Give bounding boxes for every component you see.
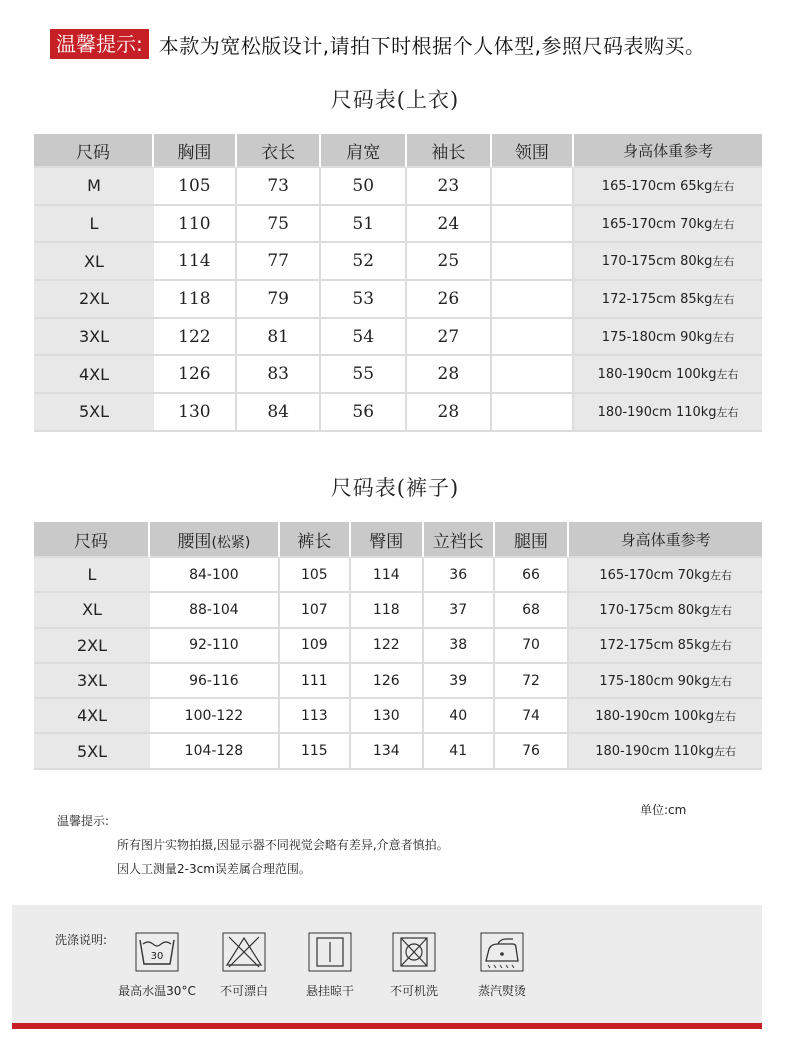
ref-note: 左右 bbox=[712, 255, 735, 269]
unit-label: 单位:cm bbox=[640, 803, 687, 817]
length-cell: 73 bbox=[237, 168, 322, 206]
length-cell: 107 bbox=[280, 593, 351, 628]
shoulder-cell: 50 bbox=[321, 168, 407, 206]
ref-note: 左右 bbox=[709, 603, 732, 617]
ref-height: 180-190cm bbox=[595, 708, 670, 724]
ref-cell bbox=[574, 394, 762, 432]
ref-note: 左右 bbox=[714, 709, 737, 723]
ref-note: 左右 bbox=[709, 674, 732, 688]
ref-height: 172-175cm bbox=[599, 638, 674, 654]
header-length: 衣长 bbox=[237, 134, 322, 168]
shoulder-cell: 53 bbox=[321, 281, 407, 319]
waist-cell: 88-104 bbox=[150, 593, 280, 628]
wash-label: 悬挂晾干 bbox=[305, 984, 354, 998]
ref-height: 165-170cm bbox=[601, 216, 676, 232]
steam-iron-icon bbox=[480, 932, 524, 972]
size-cell: 5XL bbox=[34, 734, 150, 769]
waist-cell: 96-116 bbox=[150, 664, 280, 699]
top-tip bbox=[50, 28, 705, 60]
collar-cell bbox=[492, 168, 575, 206]
size-cell: L bbox=[34, 206, 154, 244]
ref-cell bbox=[569, 558, 762, 593]
header-thigh: 腿围 bbox=[495, 522, 570, 558]
shoulder-cell: 55 bbox=[321, 356, 407, 394]
hip-cell: 134 bbox=[351, 734, 424, 769]
wash-item bbox=[208, 932, 280, 999]
size-cell: 2XL bbox=[34, 629, 150, 664]
ref-cell bbox=[574, 243, 762, 281]
table-row bbox=[34, 243, 762, 281]
waist-cell: 92-110 bbox=[150, 629, 280, 664]
thigh-cell: 72 bbox=[495, 664, 570, 699]
length-cell: 111 bbox=[280, 664, 351, 699]
header-collar: 领围 bbox=[492, 134, 575, 168]
header-hip: 臀围 bbox=[351, 522, 424, 558]
ref-height: 180-190cm bbox=[597, 367, 672, 383]
size-cell: 3XL bbox=[34, 664, 150, 699]
table-row bbox=[34, 699, 762, 734]
accent-bar bbox=[12, 1023, 762, 1029]
waist-cell: 104-128 bbox=[150, 734, 280, 769]
header-rise: 立裆长 bbox=[424, 522, 495, 558]
no-machine-wash-icon bbox=[392, 932, 436, 972]
wash-label: 最高水温30°C bbox=[118, 984, 196, 998]
ref-cell bbox=[574, 319, 762, 357]
wash-item bbox=[294, 932, 366, 999]
wash-label: 不可漂白 bbox=[219, 984, 268, 998]
ref-note: 左右 bbox=[709, 639, 732, 653]
ref-height: 170-175cm bbox=[599, 602, 674, 618]
ref-weight: 110kg bbox=[675, 404, 717, 420]
length-cell: 79 bbox=[237, 281, 322, 319]
ref-note: 左右 bbox=[709, 568, 732, 582]
length-cell: 77 bbox=[237, 243, 322, 281]
bottom-table-title: 尺码表(裤子) bbox=[330, 476, 460, 500]
length-cell: 84 bbox=[237, 394, 322, 432]
wash-item bbox=[378, 932, 450, 999]
table-row bbox=[34, 629, 762, 664]
length-cell: 109 bbox=[280, 629, 351, 664]
table-row bbox=[34, 593, 762, 628]
wash-label: 蒸汽熨烫 bbox=[477, 984, 526, 998]
ref-cell bbox=[574, 168, 762, 206]
header-ref: 身高体重参考 bbox=[574, 134, 762, 168]
ref-cell bbox=[569, 664, 762, 699]
chest-cell: 110 bbox=[154, 206, 237, 244]
ref-height: 180-190cm bbox=[595, 744, 670, 760]
wash-item bbox=[464, 932, 540, 999]
table-row bbox=[34, 356, 762, 394]
header-ref: 身高体重参考 bbox=[569, 522, 762, 558]
wash-temp-badge: 30 bbox=[150, 951, 164, 962]
ref-height: 165-170cm bbox=[601, 178, 676, 194]
rise-cell: 39 bbox=[424, 664, 495, 699]
length-cell: 75 bbox=[237, 206, 322, 244]
size-cell: 3XL bbox=[34, 319, 154, 357]
sleeve-cell: 27 bbox=[407, 319, 492, 357]
shoulder-cell: 54 bbox=[321, 319, 407, 357]
tip-label: 温馨提示: bbox=[50, 29, 149, 59]
wash-item bbox=[112, 932, 202, 999]
table-row bbox=[34, 319, 762, 357]
hip-cell: 130 bbox=[351, 699, 424, 734]
header-size: 尺码 bbox=[34, 522, 150, 558]
bottom-table-header bbox=[34, 522, 762, 558]
ref-cell bbox=[574, 356, 762, 394]
ref-weight: 85kg bbox=[677, 638, 710, 654]
header-shoulder: 肩宽 bbox=[321, 134, 407, 168]
header-waist bbox=[150, 522, 280, 558]
ref-height: 175-180cm bbox=[601, 329, 676, 345]
chest-cell: 114 bbox=[154, 243, 237, 281]
length-cell: 83 bbox=[237, 356, 322, 394]
hip-cell: 122 bbox=[351, 629, 424, 664]
ref-weight: 100kg bbox=[673, 708, 715, 724]
ref-height: 172-175cm bbox=[601, 291, 676, 307]
header-waist-label: 腰围 bbox=[177, 531, 212, 552]
ref-height: 180-190cm bbox=[597, 404, 672, 420]
length-cell: 115 bbox=[280, 734, 351, 769]
ref-weight: 70kg bbox=[680, 216, 713, 232]
ref-weight: 85kg bbox=[680, 291, 713, 307]
ref-weight: 110kg bbox=[673, 744, 715, 760]
ref-note: 左右 bbox=[716, 405, 739, 419]
waist-cell: 84-100 bbox=[150, 558, 280, 593]
ref-note: 左右 bbox=[712, 330, 735, 344]
size-cell: XL bbox=[34, 593, 150, 628]
thigh-cell: 66 bbox=[495, 558, 570, 593]
ref-note: 左右 bbox=[714, 745, 737, 759]
collar-cell bbox=[492, 206, 575, 244]
top-table-header bbox=[34, 134, 762, 168]
table-row bbox=[34, 168, 762, 206]
ref-weight: 80kg bbox=[680, 254, 713, 270]
chest-cell: 126 bbox=[154, 356, 237, 394]
size-cell: 4XL bbox=[34, 356, 154, 394]
collar-cell bbox=[492, 281, 575, 319]
wash-30-icon bbox=[135, 932, 179, 972]
size-cell: 4XL bbox=[34, 699, 150, 734]
ref-cell bbox=[569, 699, 762, 734]
table-row bbox=[34, 664, 762, 699]
shoulder-cell: 52 bbox=[321, 243, 407, 281]
sleeve-cell: 28 bbox=[407, 356, 492, 394]
length-cell: 113 bbox=[280, 699, 351, 734]
chest-cell: 130 bbox=[154, 394, 237, 432]
hip-cell: 118 bbox=[351, 593, 424, 628]
size-cell: M bbox=[34, 168, 154, 206]
header-sleeve: 袖长 bbox=[407, 134, 492, 168]
rise-cell: 38 bbox=[424, 629, 495, 664]
rise-cell: 36 bbox=[424, 558, 495, 593]
table-row bbox=[34, 281, 762, 319]
note-line-2: 因人工测量2-3cm误差属合理范围。 bbox=[117, 862, 311, 876]
size-cell: 5XL bbox=[34, 394, 154, 432]
table-row bbox=[34, 394, 762, 432]
ref-note: 左右 bbox=[712, 217, 735, 231]
table-row bbox=[34, 558, 762, 593]
sleeve-cell: 26 bbox=[407, 281, 492, 319]
ref-cell bbox=[569, 593, 762, 628]
ref-note: 左右 bbox=[712, 179, 735, 193]
sleeve-cell: 24 bbox=[407, 206, 492, 244]
note-title: 温馨提示: bbox=[57, 814, 110, 828]
size-cell: L bbox=[34, 558, 150, 593]
shoulder-cell: 51 bbox=[321, 206, 407, 244]
chest-cell: 118 bbox=[154, 281, 237, 319]
ref-note: 左右 bbox=[716, 368, 739, 382]
thigh-cell: 70 bbox=[495, 629, 570, 664]
length-cell: 81 bbox=[237, 319, 322, 357]
top-size-table bbox=[34, 134, 762, 432]
header-waist-note: (松紧) bbox=[211, 534, 251, 551]
ref-cell bbox=[569, 629, 762, 664]
note-line-1: 所有图片实物拍摄,因显示器不同视觉会略有差异,介意者慎拍。 bbox=[117, 838, 449, 852]
header-chest: 胸围 bbox=[154, 134, 237, 168]
length-cell: 105 bbox=[280, 558, 351, 593]
size-cell: XL bbox=[34, 243, 154, 281]
header-length: 裤长 bbox=[280, 522, 351, 558]
hang-dry-icon bbox=[308, 932, 352, 972]
ref-cell bbox=[574, 281, 762, 319]
shoulder-cell: 56 bbox=[321, 394, 407, 432]
ref-height: 175-180cm bbox=[599, 673, 674, 689]
ref-weight: 90kg bbox=[677, 673, 710, 689]
ref-weight: 65kg bbox=[680, 178, 713, 194]
thigh-cell: 76 bbox=[495, 734, 570, 769]
ref-note: 左右 bbox=[712, 292, 735, 306]
rise-cell: 37 bbox=[424, 593, 495, 628]
ref-height: 165-170cm bbox=[599, 567, 674, 583]
wash-title: 洗涤说明: bbox=[55, 933, 108, 947]
tip-text: 本款为宽松版设计,请拍下时根据个人体型,参照尺码表购买。 bbox=[158, 33, 706, 58]
ref-weight: 90kg bbox=[680, 329, 713, 345]
hip-cell: 126 bbox=[351, 664, 424, 699]
rise-cell: 40 bbox=[424, 699, 495, 734]
sleeve-cell: 28 bbox=[407, 394, 492, 432]
waist-cell: 100-122 bbox=[150, 699, 280, 734]
no-bleach-icon bbox=[222, 932, 266, 972]
ref-weight: 70kg bbox=[677, 567, 710, 583]
collar-cell bbox=[492, 356, 575, 394]
ref-weight: 80kg bbox=[677, 602, 710, 618]
table-row bbox=[34, 734, 762, 769]
collar-cell bbox=[492, 394, 575, 432]
bottom-size-table bbox=[34, 522, 762, 770]
top-table-title: 尺码表(上衣) bbox=[330, 88, 460, 112]
chest-cell: 122 bbox=[154, 319, 237, 357]
rise-cell: 41 bbox=[424, 734, 495, 769]
table-row bbox=[34, 206, 762, 244]
sleeve-cell: 23 bbox=[407, 168, 492, 206]
collar-cell bbox=[492, 243, 575, 281]
wash-label: 不可机洗 bbox=[389, 984, 438, 998]
sleeve-cell: 25 bbox=[407, 243, 492, 281]
ref-cell bbox=[574, 206, 762, 244]
ref-height: 170-175cm bbox=[601, 254, 676, 270]
ref-cell bbox=[569, 734, 762, 769]
hip-cell: 114 bbox=[351, 558, 424, 593]
header-size: 尺码 bbox=[34, 134, 154, 168]
collar-cell bbox=[492, 319, 575, 357]
size-cell: 2XL bbox=[34, 281, 154, 319]
thigh-cell: 74 bbox=[495, 699, 570, 734]
chest-cell: 105 bbox=[154, 168, 237, 206]
thigh-cell: 68 bbox=[495, 593, 570, 628]
ref-weight: 100kg bbox=[675, 367, 717, 383]
